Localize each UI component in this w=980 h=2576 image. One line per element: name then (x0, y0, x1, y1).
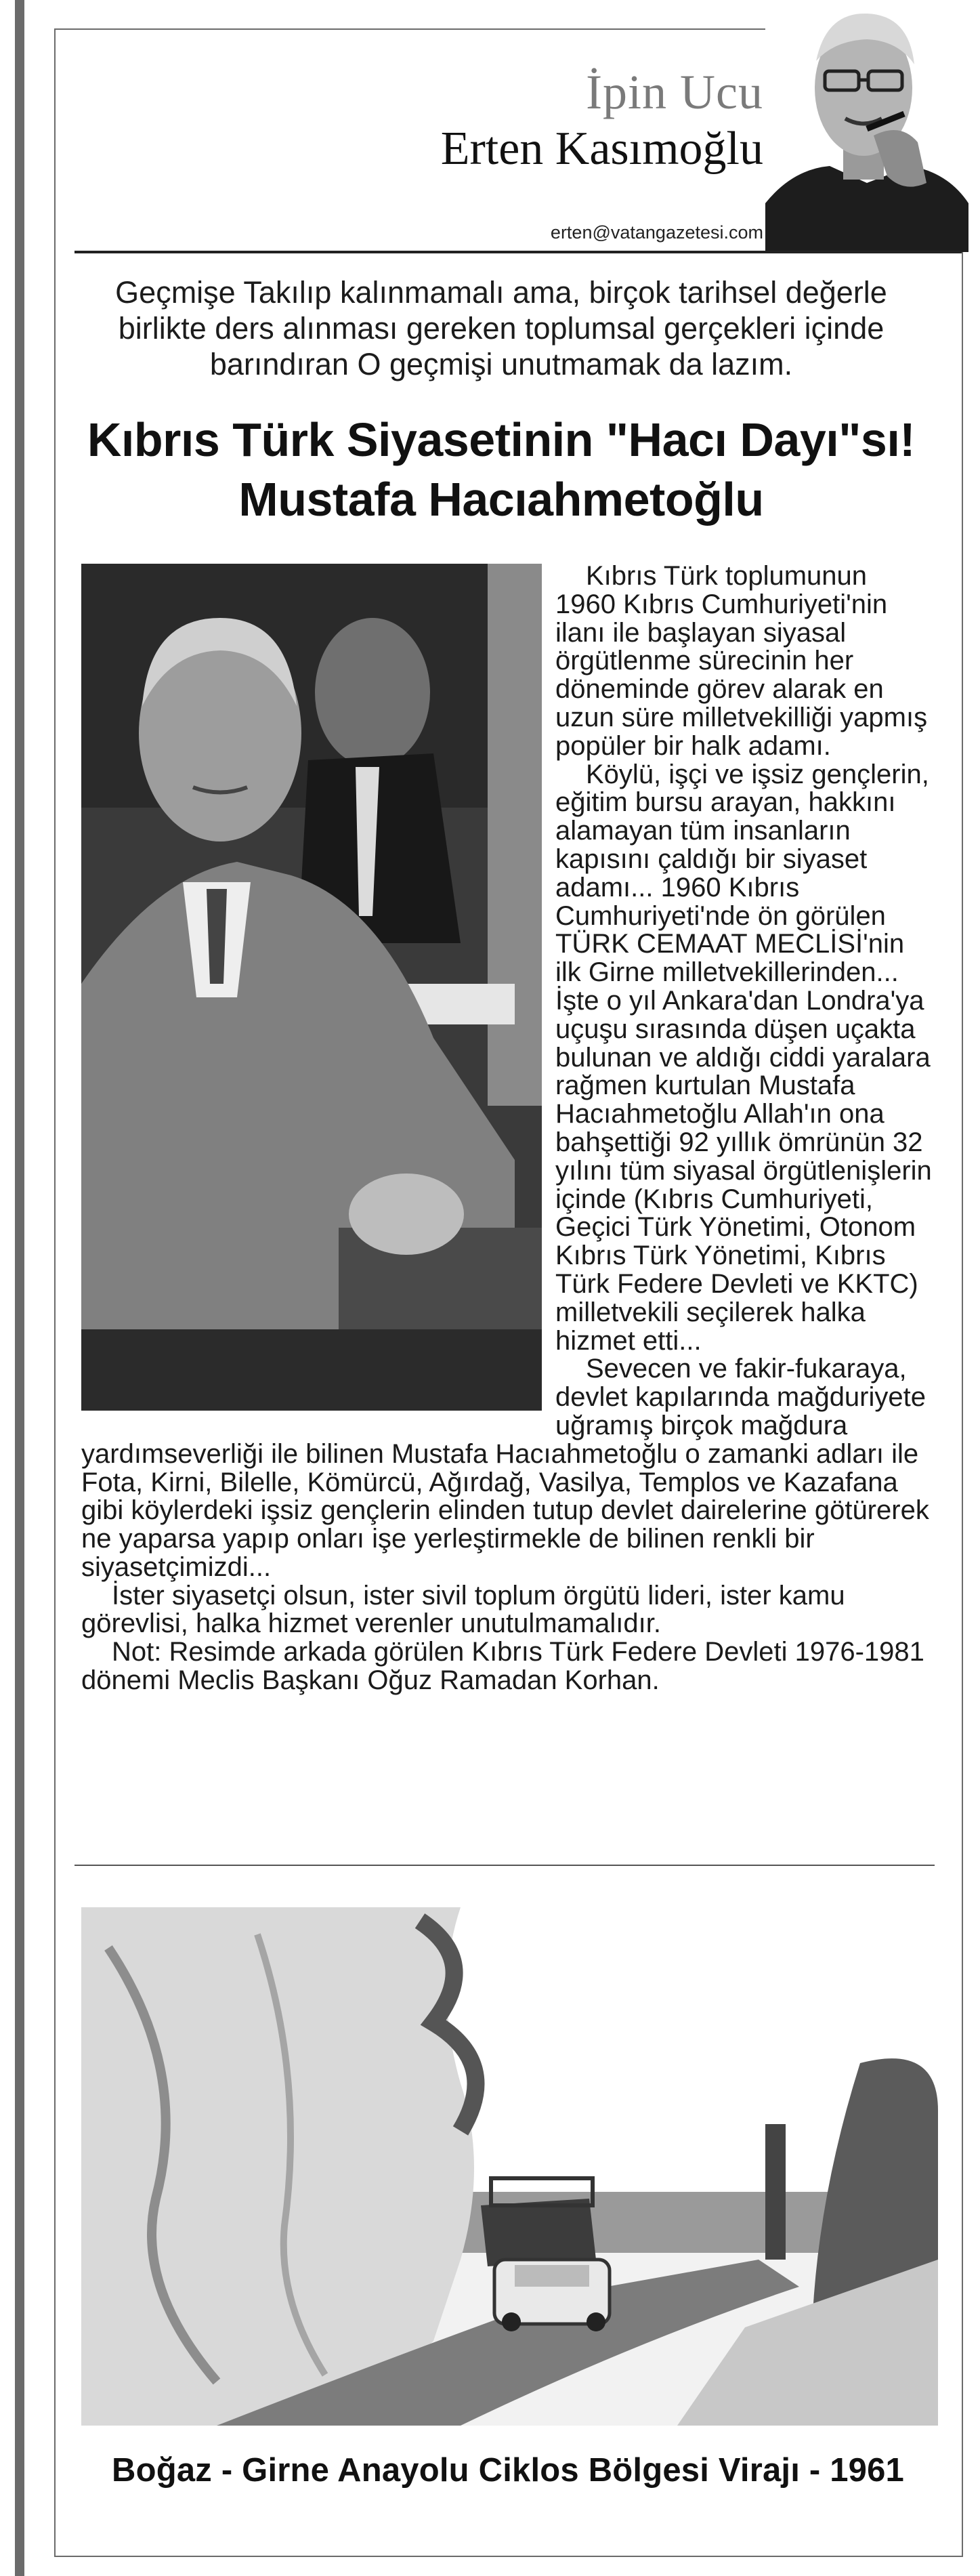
article-headline (74, 410, 928, 529)
headline-line-2: Mustafa Hacıahmetoğlu (238, 473, 764, 526)
article-intro: Geçmişe Takılıp kalınmamalı ama, birçok tarihsel değerle birlikte ders alınması gereken toplumsal gerçekleri içinde barındıran O geçmişi unutmamak da lazım. (115, 275, 887, 381)
article-paragraph: Kıbrıs Türk toplumunun 1960 Kıbrıs Cumhuriyeti'nin ilanı ile başlayan siyasal örgütlenme sürecinin her döneminde görev alarak en uzun süre milletvekilliği yapmış popüler bir halk adamı. (555, 561, 928, 761)
page-edge-bar (15, 0, 24, 2576)
photo-spacer (81, 562, 555, 1426)
article-body (81, 562, 935, 1695)
photo-caption: Boğaz - Girne Anayolu Ciklos Bölgesi Virajı - 1961 (112, 2452, 904, 2489)
article-paragraph: Sevecen ve fakir-fukaraya, devlet kapılarında mağduriyete uğramış birçok mağdura yardımseverliği ile bilinen Mustafa Hacıahmetoğlu o zamanki adları ile Fota, Kirni, Bilelle, Kömürcü, Ağırdağ, Vasilya, Templos ve Kazafana gibi köylerdeki işsiz gençlerin elinden tutup devlet dairelerine götürerek ne yaparsa yapıp onları işe yerleştirmekle de bilinen renkli bir siyasetçimizdi... (81, 1354, 929, 1582)
header-rule (74, 251, 962, 253)
road-photo (81, 1907, 938, 2426)
author-portrait (765, 0, 968, 252)
section-divider (74, 1865, 935, 1866)
article-paragraph: İster siyasetçi olsun, ister sivil toplum örgütü lideri, ister kamu görevlisi, halka hizmet verenler unutulmamalıdır. (81, 1580, 845, 1639)
column-kicker: İpin Ucu (586, 65, 763, 119)
column-author: Erten Kasımoğlu (440, 123, 763, 175)
article-paragraph: Köylü, işçi ve işsiz gençlerin, eğitim bursu arayan, hakkını alamayan tüm insanların kapısını çaldığı bir siyaset adamı... 1960 Kıbrıs Cumhuriyeti'nde ön görülen TÜRK CEMAAT MECLİSİ'nin ilk Girne milletvekillerinden... İşte o yıl Ankara'dan Londra'ya uçuşu sırasında düşen uçakta bulunan ve aldığı ciddi yaralara rağmen kurtulan Mustafa Hacıahmetoğlu Allah'ın ona bahşettiği 92 yıllık ömrünün 32 yılını tüm siyasal örgütlenişlerin içinde (Kıbrıs Cumhuriyeti, Geçici Türk Yönetimi, Otonom Kıbrıs Türk Yönetimi, Kıbrıs Türk Federe Devleti ve KKTC) milletvekili seçilerek halka hizmet etti... (555, 759, 932, 1356)
article-paragraph: Not: Resimde arkada görülen Kıbrıs Türk Federe Devleti 1976-1981 dönemi Meclis Başkanı Oğuz Ramadan Korhan. (81, 1637, 924, 1696)
author-email[interactable]: erten@vatangazetesi.com (550, 222, 763, 243)
headline-line-1: Kıbrıs Türk Siyasetinin "Hacı Dayı"sı! (87, 413, 916, 466)
